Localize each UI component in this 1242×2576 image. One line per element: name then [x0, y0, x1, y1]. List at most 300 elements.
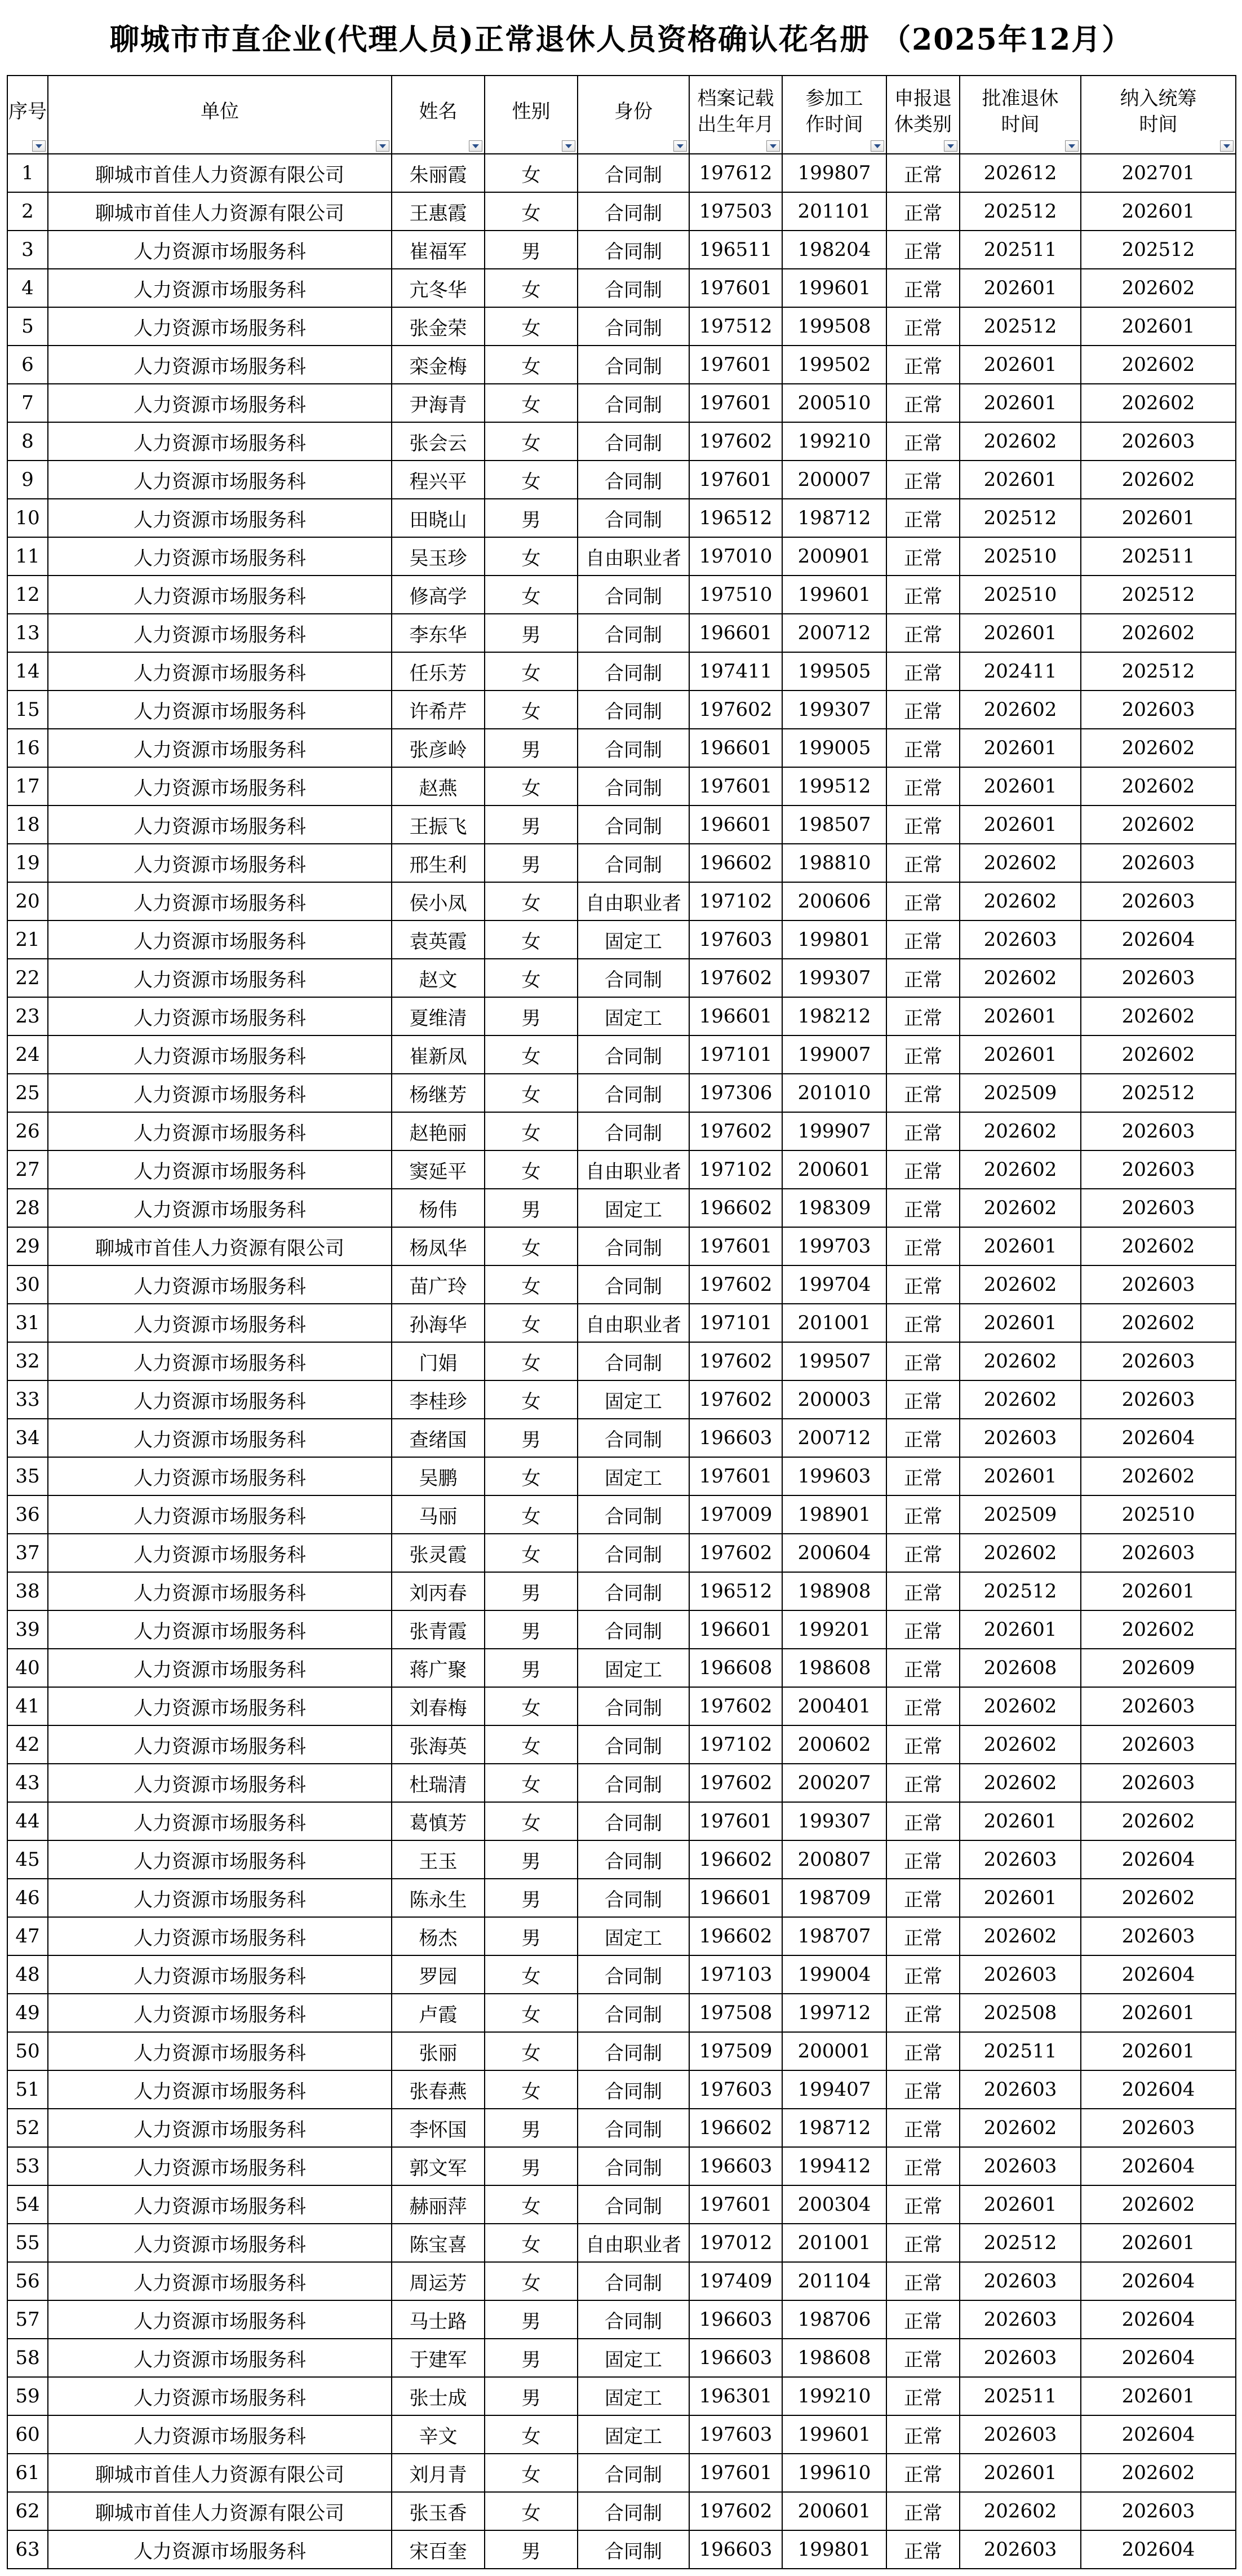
cell-name: 葛慎芳 [392, 1802, 485, 1840]
cell-gender: 女 [485, 192, 578, 231]
cell-status: 合同制 [578, 2492, 689, 2530]
cell-index: 9 [7, 461, 48, 499]
cell-approved: 202512 [960, 1572, 1081, 1610]
cell-gender: 女 [485, 1725, 578, 1764]
cell-pooled: 202604 [1081, 2070, 1236, 2109]
cell-retire-type: 正常 [886, 1534, 960, 1572]
cell-unit: 人力资源市场服务科 [48, 1610, 392, 1649]
cell-work-start: 198309 [782, 1189, 886, 1227]
cell-pooled: 202603 [1081, 1150, 1236, 1189]
cell-retire-type: 正常 [886, 384, 960, 422]
cell-retire-type: 正常 [886, 691, 960, 729]
cell-name: 苗广玲 [392, 1265, 485, 1304]
cell-index: 13 [7, 614, 48, 652]
table-row [7, 461, 1236, 499]
cell-name: 张春燕 [392, 2070, 485, 2109]
cell-work-start: 201104 [782, 2262, 886, 2300]
cell-birth: 196601 [689, 805, 782, 844]
cell-name: 尹海青 [392, 384, 485, 422]
cell-gender: 男 [485, 2300, 578, 2339]
cell-index: 48 [7, 1955, 48, 1994]
cell-birth: 197012 [689, 2224, 782, 2262]
cell-retire-type: 正常 [886, 1265, 960, 1304]
cell-unit: 人力资源市场服务科 [48, 1342, 392, 1380]
cell-pooled: 202602 [1081, 461, 1236, 499]
cell-gender: 女 [485, 1457, 578, 1495]
cell-unit: 人力资源市场服务科 [48, 882, 392, 920]
table-row [7, 1802, 1236, 1840]
cell-work-start: 199005 [782, 729, 886, 767]
cell-status: 合同制 [578, 2147, 689, 2185]
cell-birth: 197509 [689, 2032, 782, 2070]
cell-approved: 202601 [960, 1304, 1081, 1342]
cell-retire-type: 正常 [886, 1380, 960, 1419]
cell-pooled: 202604 [1081, 920, 1236, 959]
cell-index: 18 [7, 805, 48, 844]
table-row [7, 307, 1236, 346]
cell-birth: 197601 [689, 1227, 782, 1265]
table-row [7, 1112, 1236, 1150]
cell-gender: 女 [485, 1112, 578, 1150]
cell-approved: 202601 [960, 1610, 1081, 1649]
cell-index: 26 [7, 1112, 48, 1150]
table-row [7, 1495, 1236, 1534]
cell-pooled: 202602 [1081, 384, 1236, 422]
cell-index: 35 [7, 1457, 48, 1495]
cell-index: 25 [7, 1074, 48, 1112]
cell-work-start: 199801 [782, 2530, 886, 2569]
filter-dropdown-icon[interactable] [469, 140, 482, 152]
cell-work-start: 199807 [782, 154, 886, 192]
table-row [7, 1265, 1236, 1304]
table-row [7, 1189, 1236, 1227]
cell-status: 自由职业者 [578, 1304, 689, 1342]
header-label: 姓名 [419, 100, 458, 123]
cell-name: 赵文 [392, 959, 485, 997]
cell-name: 张海英 [392, 1725, 485, 1764]
cell-unit: 人力资源市场服务科 [48, 652, 392, 691]
cell-gender: 男 [485, 1610, 578, 1649]
cell-work-start: 200207 [782, 1764, 886, 1802]
cell-index: 27 [7, 1150, 48, 1189]
cell-work-start: 200604 [782, 1534, 886, 1572]
cell-name: 刘春梅 [392, 1687, 485, 1725]
table-row [7, 729, 1236, 767]
cell-status: 合同制 [578, 1994, 689, 2032]
table-row [7, 192, 1236, 231]
cell-pooled: 202603 [1081, 1189, 1236, 1227]
table-row [7, 154, 1236, 192]
cell-retire-type: 正常 [886, 1074, 960, 1112]
cell-index: 20 [7, 882, 48, 920]
cell-unit: 人力资源市场服务科 [48, 1534, 392, 1572]
cell-gender: 女 [485, 1150, 578, 1189]
cell-unit: 人力资源市场服务科 [48, 2224, 392, 2262]
cell-name: 辛文 [392, 2415, 485, 2454]
cell-gender: 男 [485, 2339, 578, 2377]
cell-index: 19 [7, 844, 48, 882]
cell-gender: 女 [485, 461, 578, 499]
cell-unit: 人力资源市场服务科 [48, 1687, 392, 1725]
cell-birth: 196603 [689, 2530, 782, 2569]
table-row [7, 2530, 1236, 2569]
table-row [7, 537, 1236, 576]
cell-approved: 202603 [960, 2415, 1081, 2454]
cell-gender: 女 [485, 1955, 578, 1994]
filter-dropdown-icon[interactable] [944, 140, 957, 152]
cell-pooled: 202602 [1081, 805, 1236, 844]
cell-birth: 197508 [689, 1994, 782, 2032]
cell-name: 张士成 [392, 2377, 485, 2415]
cell-name: 陈永生 [392, 1879, 485, 1917]
cell-birth: 197010 [689, 537, 782, 576]
cell-unit: 人力资源市场服务科 [48, 729, 392, 767]
cell-pooled: 202602 [1081, 997, 1236, 1035]
cell-status: 合同制 [578, 805, 689, 844]
cell-name: 夏维清 [392, 997, 485, 1035]
cell-birth: 197601 [689, 2185, 782, 2224]
cell-retire-type: 正常 [886, 1572, 960, 1610]
cell-pooled: 202512 [1081, 652, 1236, 691]
cell-approved: 202601 [960, 346, 1081, 384]
cell-gender: 女 [485, 920, 578, 959]
cell-status: 合同制 [578, 346, 689, 384]
cell-birth: 197602 [689, 1764, 782, 1802]
cell-status: 合同制 [578, 1687, 689, 1725]
cell-status: 合同制 [578, 2300, 689, 2339]
table-row [7, 2415, 1236, 2454]
cell-status: 合同制 [578, 691, 689, 729]
cell-pooled: 202602 [1081, 1457, 1236, 1495]
cell-birth: 197306 [689, 1074, 782, 1112]
cell-birth: 197602 [689, 2492, 782, 2530]
cell-approved: 202601 [960, 729, 1081, 767]
cell-pooled: 202603 [1081, 1342, 1236, 1380]
cell-gender: 男 [485, 2530, 578, 2569]
cell-birth: 196601 [689, 1610, 782, 1649]
cell-gender: 女 [485, 2262, 578, 2300]
table-body [7, 154, 1236, 2569]
cell-birth: 196511 [689, 231, 782, 269]
cell-retire-type: 正常 [886, 231, 960, 269]
filter-dropdown-icon[interactable] [1065, 140, 1079, 152]
cell-pooled: 202602 [1081, 1035, 1236, 1074]
cell-status: 固定工 [578, 920, 689, 959]
cell-status: 合同制 [578, 2109, 689, 2147]
cell-work-start: 199801 [782, 920, 886, 959]
cell-work-start: 200304 [782, 2185, 886, 2224]
cell-name: 孙海华 [392, 1304, 485, 1342]
cell-unit: 人力资源市场服务科 [48, 499, 392, 537]
cell-pooled: 202512 [1081, 1074, 1236, 1112]
cell-unit: 人力资源市场服务科 [48, 614, 392, 652]
cell-approved: 202512 [960, 499, 1081, 537]
table-row [7, 2032, 1236, 2070]
cell-approved: 202602 [960, 1917, 1081, 1955]
cell-name: 崔新凤 [392, 1035, 485, 1074]
cell-index: 53 [7, 2147, 48, 2185]
table-row [7, 499, 1236, 537]
cell-birth: 197009 [689, 1495, 782, 1534]
cell-pooled: 202603 [1081, 691, 1236, 729]
header-col-unit [48, 76, 392, 154]
cell-name: 张青霞 [392, 1610, 485, 1649]
cell-name: 杨继芳 [392, 1074, 485, 1112]
cell-gender: 女 [485, 384, 578, 422]
cell-index: 17 [7, 767, 48, 805]
cell-index: 2 [7, 192, 48, 231]
cell-birth: 197602 [689, 1342, 782, 1380]
cell-name: 马丽 [392, 1495, 485, 1534]
cell-approved: 202603 [960, 2262, 1081, 2300]
cell-gender: 男 [485, 729, 578, 767]
cell-retire-type: 正常 [886, 2415, 960, 2454]
cell-status: 合同制 [578, 499, 689, 537]
cell-status: 合同制 [578, 1764, 689, 1802]
cell-status: 合同制 [578, 1419, 689, 1457]
table-row [7, 920, 1236, 959]
cell-pooled: 202603 [1081, 2109, 1236, 2147]
cell-work-start: 199307 [782, 691, 886, 729]
cell-gender: 女 [485, 2224, 578, 2262]
cell-index: 46 [7, 1879, 48, 1917]
cell-approved: 202509 [960, 1074, 1081, 1112]
cell-pooled: 202603 [1081, 1112, 1236, 1150]
cell-approved: 202602 [960, 1687, 1081, 1725]
cell-approved: 202602 [960, 1150, 1081, 1189]
cell-name: 窦延平 [392, 1150, 485, 1189]
cell-retire-type: 正常 [886, 1879, 960, 1917]
cell-pooled: 202603 [1081, 1687, 1236, 1725]
cell-retire-type: 正常 [886, 1189, 960, 1227]
cell-unit: 人力资源市场服务科 [48, 1380, 392, 1419]
cell-status: 固定工 [578, 997, 689, 1035]
header-col-name [392, 76, 485, 154]
cell-unit: 人力资源市场服务科 [48, 1419, 392, 1457]
cell-status: 合同制 [578, 1265, 689, 1304]
table-row [7, 269, 1236, 307]
cell-work-start: 199502 [782, 346, 886, 384]
cell-approved: 202510 [960, 576, 1081, 614]
header-row [7, 76, 1236, 154]
cell-birth: 197601 [689, 1457, 782, 1495]
cell-status: 合同制 [578, 1840, 689, 1879]
cell-retire-type: 正常 [886, 2224, 960, 2262]
cell-approved: 202602 [960, 1380, 1081, 1419]
cell-approved: 202603 [960, 920, 1081, 959]
cell-birth: 197601 [689, 461, 782, 499]
cell-unit: 聊城市首佳人力资源有限公司 [48, 2492, 392, 2530]
cell-approved: 202602 [960, 882, 1081, 920]
cell-birth: 197510 [689, 576, 782, 614]
cell-retire-type: 正常 [886, 2262, 960, 2300]
cell-retire-type: 正常 [886, 422, 960, 461]
cell-work-start: 200601 [782, 1150, 886, 1189]
cell-pooled: 202510 [1081, 1495, 1236, 1534]
cell-work-start: 199307 [782, 1802, 886, 1840]
cell-name: 杨凤华 [392, 1227, 485, 1265]
cell-pooled: 202602 [1081, 1304, 1236, 1342]
header-col-status [578, 76, 689, 154]
cell-gender: 女 [485, 2185, 578, 2224]
cell-approved: 202601 [960, 269, 1081, 307]
cell-index: 31 [7, 1304, 48, 1342]
cell-work-start: 200007 [782, 461, 886, 499]
cell-pooled: 202603 [1081, 1764, 1236, 1802]
cell-unit: 人力资源市场服务科 [48, 231, 392, 269]
table-row [7, 1457, 1236, 1495]
cell-birth: 197603 [689, 2415, 782, 2454]
cell-gender: 男 [485, 1840, 578, 1879]
cell-gender: 女 [485, 882, 578, 920]
filter-dropdown-icon[interactable] [32, 140, 46, 152]
cell-pooled: 202601 [1081, 307, 1236, 346]
cell-approved: 202602 [960, 1534, 1081, 1572]
cell-status: 固定工 [578, 1649, 689, 1687]
cell-retire-type: 正常 [886, 2109, 960, 2147]
cell-index: 60 [7, 2415, 48, 2454]
cell-gender: 女 [485, 1534, 578, 1572]
cell-approved: 202601 [960, 997, 1081, 1035]
cell-birth: 197602 [689, 422, 782, 461]
cell-name: 朱丽霞 [392, 154, 485, 192]
cell-approved: 202601 [960, 805, 1081, 844]
cell-index: 29 [7, 1227, 48, 1265]
cell-work-start: 201101 [782, 192, 886, 231]
filter-dropdown-icon[interactable] [562, 140, 575, 152]
cell-work-start: 199601 [782, 269, 886, 307]
filter-dropdown-icon[interactable] [1220, 140, 1234, 152]
cell-pooled: 202603 [1081, 1534, 1236, 1572]
cell-index: 15 [7, 691, 48, 729]
cell-index: 58 [7, 2339, 48, 2377]
cell-retire-type: 正常 [886, 1917, 960, 1955]
cell-unit: 人力资源市场服务科 [48, 2070, 392, 2109]
table-row [7, 384, 1236, 422]
cell-pooled: 202701 [1081, 154, 1236, 192]
table-row [7, 1917, 1236, 1955]
cell-pooled: 202602 [1081, 2454, 1236, 2492]
cell-retire-type: 正常 [886, 2339, 960, 2377]
cell-work-start: 201001 [782, 1304, 886, 1342]
cell-name: 马士路 [392, 2300, 485, 2339]
cell-name: 罗园 [392, 1955, 485, 1994]
cell-name: 蒋广聚 [392, 1649, 485, 1687]
cell-name: 吴玉珍 [392, 537, 485, 576]
cell-retire-type: 正常 [886, 959, 960, 997]
cell-work-start: 198706 [782, 2300, 886, 2339]
cell-pooled: 202603 [1081, 882, 1236, 920]
table-row [7, 2300, 1236, 2339]
cell-birth: 197603 [689, 920, 782, 959]
cell-index: 54 [7, 2185, 48, 2224]
cell-index: 51 [7, 2070, 48, 2109]
cell-gender: 女 [485, 1495, 578, 1534]
cell-unit: 人力资源市场服务科 [48, 2185, 392, 2224]
header-label: 档案记载 出生年月 [697, 87, 774, 136]
table-row [7, 1764, 1236, 1802]
cell-index: 55 [7, 2224, 48, 2262]
cell-unit: 人力资源市场服务科 [48, 1955, 392, 1994]
cell-approved: 202602 [960, 1112, 1081, 1150]
cell-retire-type: 正常 [886, 2147, 960, 2185]
cell-unit: 人力资源市场服务科 [48, 2262, 392, 2300]
cell-work-start: 200606 [782, 882, 886, 920]
cell-retire-type: 正常 [886, 1112, 960, 1150]
cell-unit: 人力资源市场服务科 [48, 384, 392, 422]
cell-work-start: 198507 [782, 805, 886, 844]
cell-approved: 202602 [960, 691, 1081, 729]
cell-status: 合同制 [578, 2530, 689, 2569]
cell-birth: 196603 [689, 2147, 782, 2185]
cell-pooled: 202604 [1081, 2415, 1236, 2454]
cell-index: 52 [7, 2109, 48, 2147]
cell-retire-type: 正常 [886, 1035, 960, 1074]
cell-work-start: 198608 [782, 2339, 886, 2377]
cell-gender: 女 [485, 2070, 578, 2109]
cell-approved: 202601 [960, 384, 1081, 422]
cell-birth: 196608 [689, 1649, 782, 1687]
cell-birth: 196601 [689, 997, 782, 1035]
filter-dropdown-icon[interactable] [871, 140, 884, 152]
filter-dropdown-icon[interactable] [376, 140, 389, 152]
cell-name: 程兴平 [392, 461, 485, 499]
cell-retire-type: 正常 [886, 2185, 960, 2224]
cell-approved: 202602 [960, 1189, 1081, 1227]
filter-dropdown-icon[interactable] [673, 140, 687, 152]
cell-status: 合同制 [578, 729, 689, 767]
table-row [7, 2262, 1236, 2300]
cell-index: 38 [7, 1572, 48, 1610]
cell-index: 42 [7, 1725, 48, 1764]
cell-index: 36 [7, 1495, 48, 1534]
cell-unit: 人力资源市场服务科 [48, 1304, 392, 1342]
cell-approved: 202602 [960, 1265, 1081, 1304]
cell-name: 修高学 [392, 576, 485, 614]
filter-dropdown-icon[interactable] [766, 140, 780, 152]
cell-index: 56 [7, 2262, 48, 2300]
cell-approved: 202603 [960, 2300, 1081, 2339]
cell-work-start: 200003 [782, 1380, 886, 1419]
cell-name: 张灵霞 [392, 1534, 485, 1572]
cell-birth: 197602 [689, 1112, 782, 1150]
table-row [7, 1150, 1236, 1189]
cell-name: 宋百奎 [392, 2530, 485, 2569]
cell-index: 4 [7, 269, 48, 307]
header-label: 性别 [512, 100, 551, 123]
cell-status: 固定工 [578, 1189, 689, 1227]
cell-gender: 女 [485, 576, 578, 614]
roster-table [7, 75, 1236, 2569]
header-label: 批准退休 时间 [982, 87, 1059, 136]
cell-pooled: 202604 [1081, 2262, 1236, 2300]
cell-status: 固定工 [578, 2415, 689, 2454]
cell-name: 许希芹 [392, 691, 485, 729]
cell-gender: 女 [485, 2454, 578, 2492]
cell-pooled: 202602 [1081, 1879, 1236, 1917]
cell-pooled: 202602 [1081, 346, 1236, 384]
cell-status: 合同制 [578, 2032, 689, 2070]
cell-name: 周运芳 [392, 2262, 485, 2300]
cell-name: 于建军 [392, 2339, 485, 2377]
cell-pooled: 202604 [1081, 1840, 1236, 1879]
cell-retire-type: 正常 [886, 1764, 960, 1802]
cell-gender: 女 [485, 1227, 578, 1265]
cell-status: 自由职业者 [578, 1150, 689, 1189]
cell-pooled: 202601 [1081, 1994, 1236, 2032]
cell-unit: 人力资源市场服务科 [48, 1994, 392, 2032]
cell-gender: 女 [485, 1994, 578, 2032]
